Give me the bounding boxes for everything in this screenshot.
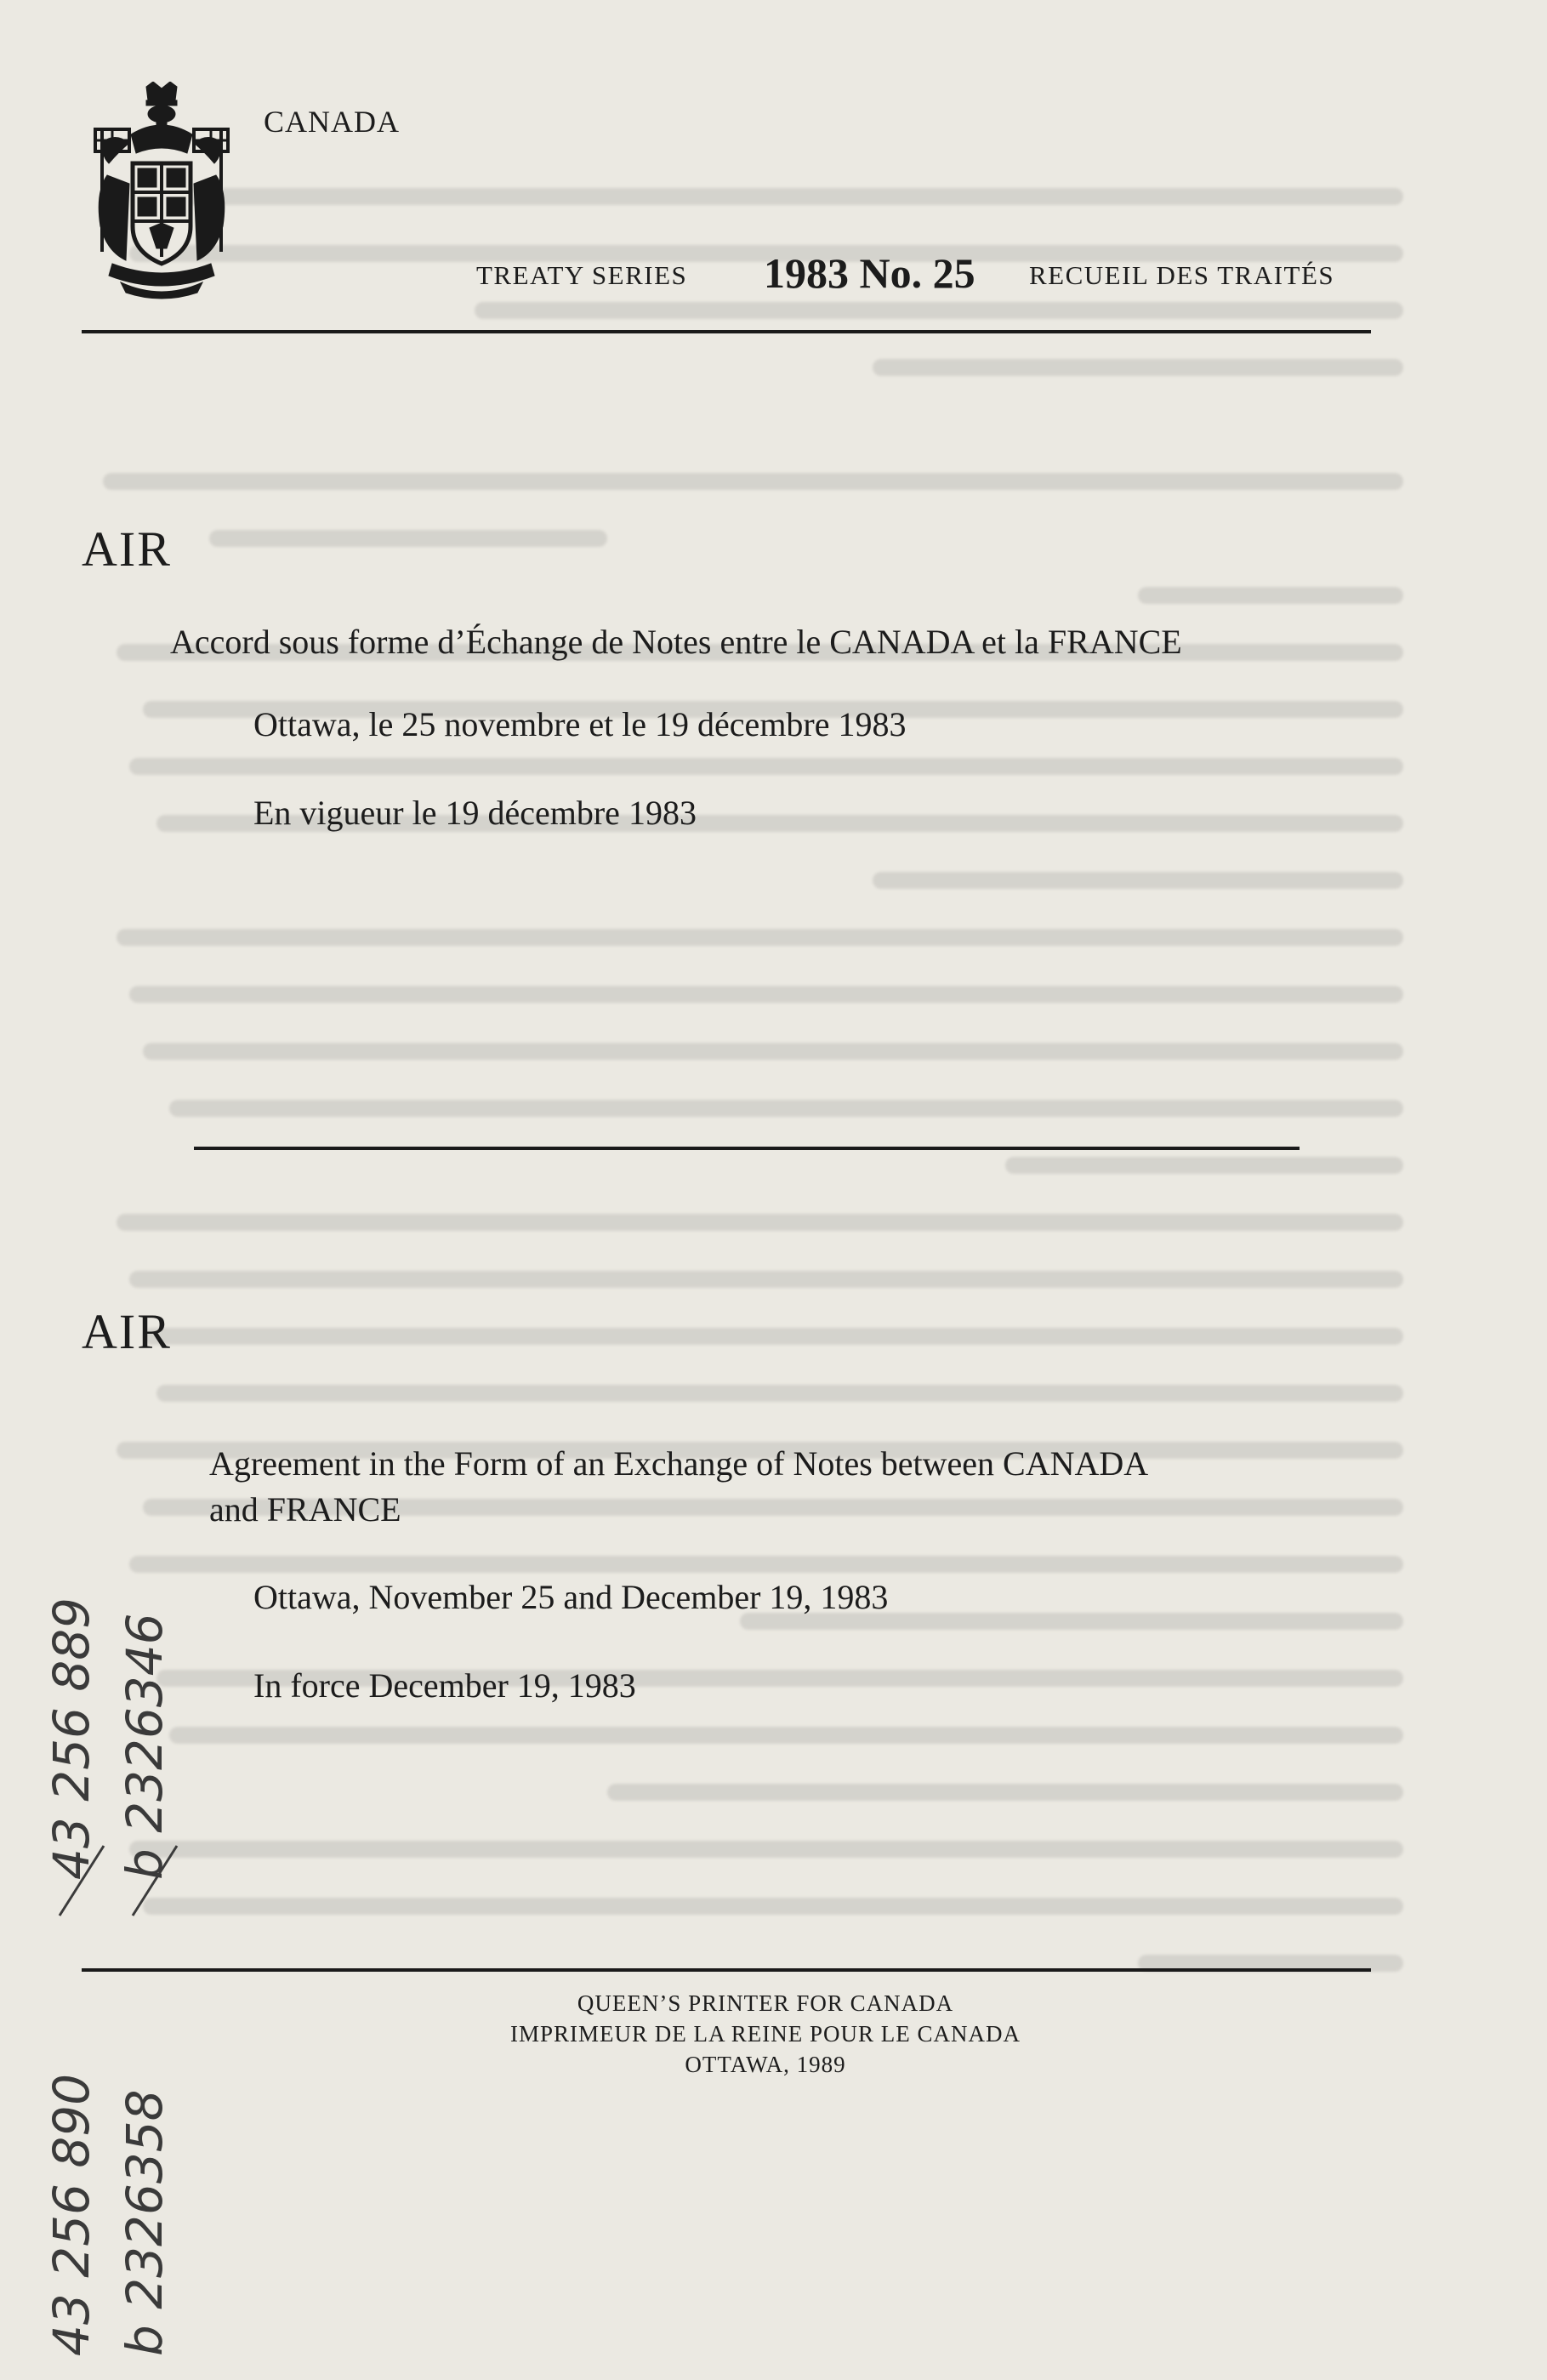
title-en-line1: Agreement in the Form of an Exchange of Notes between CANADA [209,1444,1149,1483]
handwritten-note-4: b 2326346 [116,1613,173,1880]
series-number: 1983 No. 25 [764,249,975,297]
footer-rule [82,1968,1371,1972]
handwritten-note-1: 43 256 890 [43,2073,100,2356]
printer-line2: IMPRIMEUR DE LA REINE POUR LE CANADA [509,2021,1021,2047]
canada-coat-of-arms-icon [78,82,245,301]
handwritten-call-numbers [22,1404,243,2365]
printer-line1: QUEEN’S PRINTER FOR CANADA [577,1990,954,2016]
dates-fr: Ottawa, le 25 novembre et le 19 décembre 1983 [253,705,907,743]
country-heading: CANADA [264,105,401,139]
title-en-line2: and FRANCE [209,1490,401,1529]
in-force-en: In force December 19, 1983 [253,1666,636,1705]
recueil-label: RECUEIL DES TRAITÉS [1029,260,1335,290]
dates-en: Ottawa, November 25 and December 19, 1983 [253,1578,889,1616]
treaty-series-label: TREATY SERIES [476,260,688,290]
handwritten-note-2: b 2326358 [116,2089,173,2356]
header-rule [82,330,1371,333]
handwritten-note-3: 43 256 889 [43,1597,100,1880]
title-fr: Accord sous forme d’Échange de Notes entre le CANADA et la FRANCE [170,623,1182,661]
printer-line3: OTTAWA, 1989 [685,2052,846,2077]
subject-heading-fr: AIR [82,521,172,577]
subject-heading-en: AIR [82,1304,172,1359]
series-header [476,248,1369,308]
in-force-fr: En vigueur le 19 décembre 1983 [253,794,697,832]
section-divider [194,1147,1300,1150]
